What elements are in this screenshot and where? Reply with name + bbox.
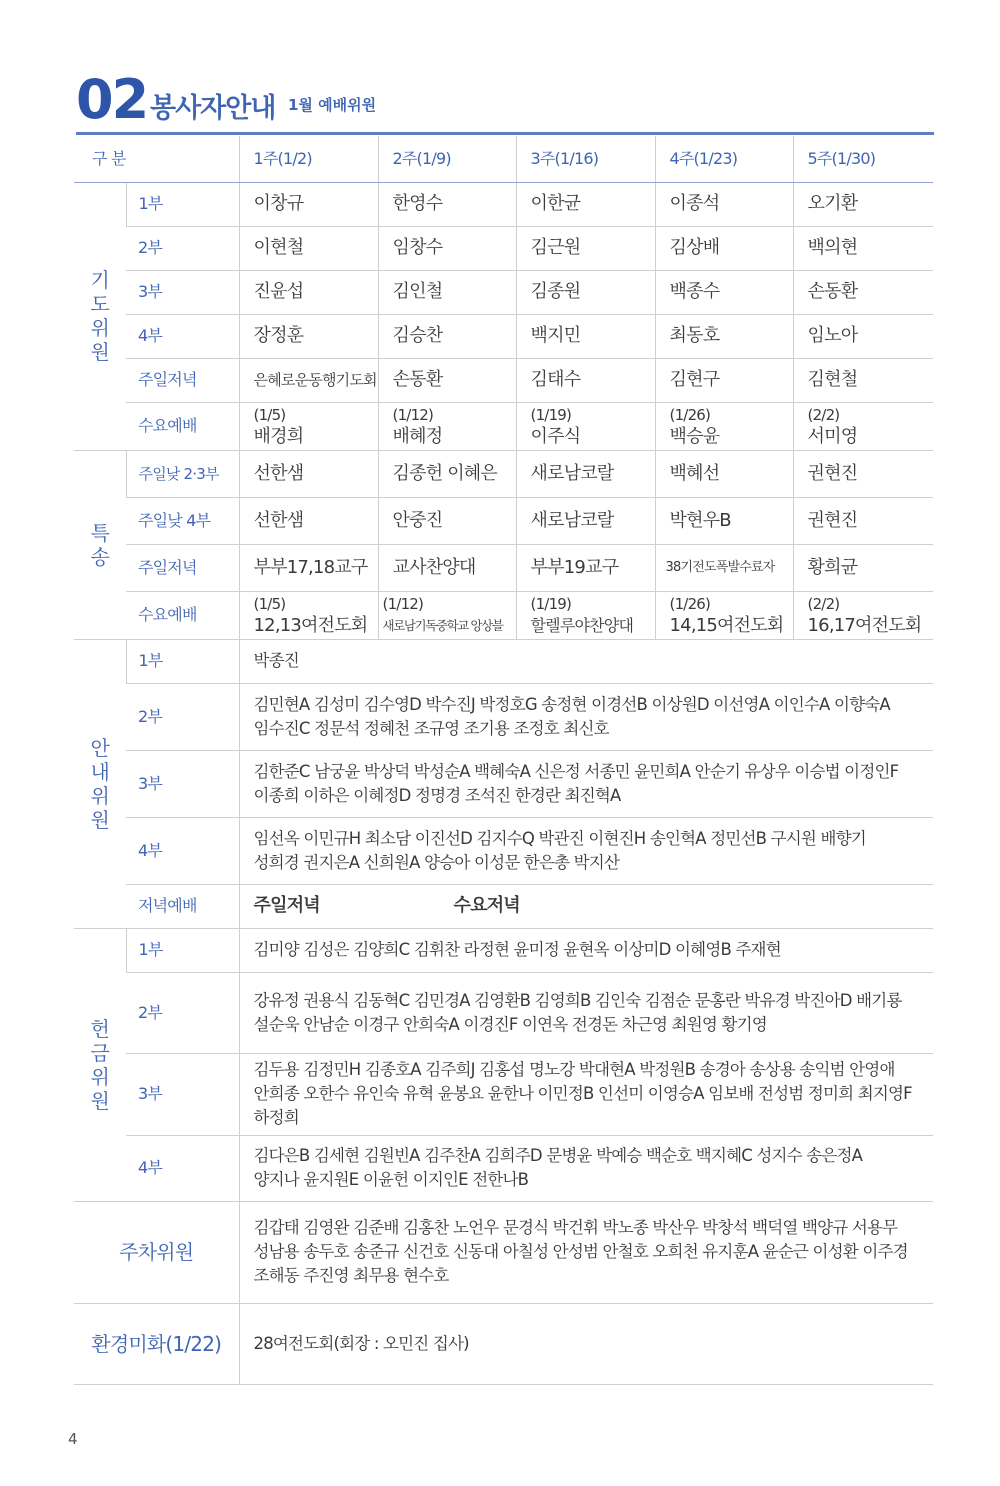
table-cell [655,402,793,450]
table-row [74,817,933,884]
section-header [76,70,934,135]
table-cell: 은혜로운동행기도회 [239,358,378,402]
week-header: 1주(1/2) [239,136,378,182]
row-label: 4부 [126,1135,239,1201]
table-cell: 황희균 [793,544,933,591]
row-label: 저녁예배 [126,884,239,928]
table-cell [516,591,655,639]
name-line: 김미양 김성은 김양희C 김휘찬 라정현 윤미정 윤현옥 이상미D 이혜영B 주재현 [253,940,781,959]
table-cell [793,591,933,639]
table-cell: 손동환 [793,270,933,314]
row-label: 주일저녁 [126,544,239,591]
table-row [74,358,933,402]
table-row [74,402,933,450]
row-label: 1부 [126,182,239,226]
row-label: 주일낮 2·3부 [126,450,239,497]
cell-value: 배경희 [253,426,304,447]
name-list [239,1201,933,1303]
table-cell: 김근원 [516,226,655,270]
date-label: (1/26) [669,595,711,613]
table-cell: 김태수 [516,358,655,402]
table-cell: 이종석 [655,182,793,226]
cell-value: 이주식 [530,426,581,447]
row-label: 2부 [126,683,239,750]
name-line: 조해동 주진영 최무용 현수호 [253,1266,449,1285]
sunday-evening-label: 주일저녁 [253,895,320,916]
date-label: (2/2) [807,406,840,424]
table-cell: 김종헌 이혜은 [378,450,516,497]
table-row [74,683,933,750]
table-cell: 백의현 [793,226,933,270]
table-cell: 이창규 [239,182,378,226]
name-line: 성남용 송두호 송준규 신건호 신동대 아칠성 안성범 안철호 오희천 유지훈A 윤순근 이성환 이주경 [253,1242,908,1261]
table-cell [378,402,516,450]
row-label: 수요예배 [126,591,239,639]
table-cell: 임창수 [378,226,516,270]
table-row [74,884,933,928]
table-cell: 백혜선 [655,450,793,497]
cell-value: 새로남기독중학교 앙상블 [382,618,503,633]
date-label: (1/12) [382,595,424,613]
name-line: 성희경 권지은A 신희원A 양승아 이성문 한은총 박지산 [253,852,620,872]
table-cell: 권현진 [793,450,933,497]
table-cell: 이현철 [239,226,378,270]
section-title: 봉사자안내 [150,93,276,124]
date-label: (1/26) [669,406,711,424]
date-label: (1/12) [392,406,434,424]
table-cell [239,402,378,450]
group-label-environment: 환경미화(1/22) [74,1303,239,1384]
category-header: 구 분 [74,136,239,182]
date-label: (2/2) [807,595,840,613]
evening-service [239,884,933,928]
table-cell: 박현우B [655,497,793,544]
table-cell: 김종원 [516,270,655,314]
name-list [239,1135,933,1201]
table-cell: 오기환 [793,182,933,226]
date-label: (1/5) [253,406,286,424]
table-row [74,750,933,817]
name-line: 안희종 오한수 유인숙 유혁 윤봉요 윤한나 이민정B 인선미 이영승A 임보배 전성범 정미희 최지영F [253,1084,912,1103]
wednesday-evening-label: 수요저녁 [453,895,520,916]
name-list [239,928,933,972]
row-label: 4부 [126,817,239,884]
table-row [74,1135,933,1201]
table-cell: 부부19교구 [516,544,655,591]
group-label-special: 특송 [74,450,126,639]
table-cell: 백지민 [516,314,655,358]
name-line: 김두용 김정민H 김종호A 김주희J 김홍섭 명노강 박대현A 박정원B 송경아 송상용 송익범 안영애 [253,1060,895,1079]
table-cell: 권현진 [793,497,933,544]
table-cell: 교사찬양대 [378,544,516,591]
row-label: 3부 [126,270,239,314]
name-line: 임수진C 정문석 정혜천 조규영 조기용 조정호 최신호 [253,718,609,738]
table-row [74,928,933,972]
group-label-offering: 헌금위원 [74,928,126,1201]
section-number: 02 [76,68,148,131]
week-header: 3주(1/16) [516,136,655,182]
table-row [74,1053,933,1135]
table-cell: 김상배 [655,226,793,270]
week-header: 2주(1/9) [378,136,516,182]
cell-value: 배혜정 [392,426,443,447]
cell-value: 백승윤 [669,426,720,447]
table-cell: 진윤섭 [239,270,378,314]
cell-value: 할렐루야찬양대 [530,616,634,635]
table-cell: 새로남코랄 [516,450,655,497]
table-row [74,544,933,591]
row-label: 2부 [126,972,239,1053]
name-list [239,750,933,817]
page-number: 4 [68,1430,78,1448]
table-cell: 38기전도폭발수료자 [655,544,793,591]
name-list [239,639,933,683]
row-label: 1부 [126,928,239,972]
table-cell: 김인철 [378,270,516,314]
table-cell: 손동환 [378,358,516,402]
table-cell [655,591,793,639]
table-row [74,972,933,1053]
table-cell: 김현철 [793,358,933,402]
name-line: 임선옥 이민규H 최소담 이진선D 김지수Q 박관진 이현진H 송인혁A 정민선B 구시원 배향기 [253,828,866,848]
table-cell: 한영수 [378,182,516,226]
name-line: 김갑태 김영완 김준배 김홍찬 노언우 문경식 박건휘 박노종 박산우 박창석 백덕열 백양규 서용무 [253,1218,898,1237]
row-label: 1부 [126,639,239,683]
row-label: 4부 [126,314,239,358]
name-list [239,817,933,884]
row-label: 주일낮 4부 [126,497,239,544]
row-label: 2부 [126,226,239,270]
table-row [74,450,933,497]
name-line: 김민현A 김성미 김수영D 박수진J 박정호G 송정현 이경선B 이상원D 이선영A 이인수A 이향숙A [253,694,890,714]
week-header: 5주(1/30) [793,136,933,182]
cell-value: 12,13여전도회 [253,615,368,636]
name-line: 설순욱 안남순 이경구 안희숙A 이경진F 이연옥 전경돈 차근영 최원영 황기영 [253,1014,767,1034]
cell-value: 서미영 [807,426,858,447]
row-label: 수요예배 [126,402,239,450]
group-label-usher: 안내위원 [74,639,126,928]
table-header-row [74,136,933,182]
table-cell: 안중진 [378,497,516,544]
name-list [239,972,933,1053]
table-cell: 최동호 [655,314,793,358]
name-line: 강유정 권용식 김동혁C 김민경A 김영환B 김영희B 김인숙 김점순 문홍란 박유경 박진아D 배기룡 [253,990,902,1010]
table-cell: 선한샘 [239,497,378,544]
table-row [74,1303,933,1384]
cell-value: 14,15여전도회 [669,615,784,636]
table-cell: 부부17,18교구 [239,544,378,591]
table-cell: 김승찬 [378,314,516,358]
table-row [74,314,933,358]
table-cell: 임노아 [793,314,933,358]
name-line: 박종진 [253,651,299,670]
name-line: 하정희 [253,1108,299,1127]
table-cell [793,402,933,450]
table-row [74,270,933,314]
name-list [239,1053,933,1135]
name-line: 양지나 윤지원E 이윤헌 이지인E 전한나B [253,1170,529,1189]
table-row [74,182,933,226]
table-cell: 김현구 [655,358,793,402]
cell-value: 16,17여전도회 [807,615,922,636]
table-cell [516,402,655,450]
name-line: 이종희 이하은 이혜정D 정명경 조석진 한경란 최진혁A [253,785,621,805]
environment-text: 28여전도회(회장 : 오민진 집사) [239,1303,933,1384]
table-row [74,1201,933,1303]
group-label-parking: 주차위원 [74,1201,239,1303]
table-cell: 장정훈 [239,314,378,358]
date-label: (1/19) [530,595,572,613]
table-cell [239,591,378,639]
row-label: 3부 [126,750,239,817]
table-cell: 새로남코랄 [516,497,655,544]
table-row [74,639,933,683]
table-row [74,591,933,639]
table-cell: 백종수 [655,270,793,314]
row-label: 주일저녁 [126,358,239,402]
row-label: 3부 [126,1053,239,1135]
name-line: 김한준C 남궁윤 박상덕 박성순A 백혜숙A 신은정 서종민 윤민희A 안순기 유상우 이승법 이정인F [253,761,899,781]
table-cell [378,591,516,639]
date-label: (1/5) [253,595,286,613]
week-header: 4주(1/23) [655,136,793,182]
table-row [74,497,933,544]
group-label-prayer: 기도위원 [74,182,126,450]
table-cell: 이한균 [516,182,655,226]
date-label: (1/19) [530,406,572,424]
name-list [239,683,933,750]
section-subtitle: 1월 예배위원 [288,96,377,114]
table-row [74,226,933,270]
name-line: 김다은B 김세현 김원빈A 김주찬A 김희주D 문병윤 박예승 백순호 백지혜C 성지수 송은정A [253,1146,863,1165]
volunteer-table [74,136,933,1385]
table-cell: 선한샘 [239,450,378,497]
